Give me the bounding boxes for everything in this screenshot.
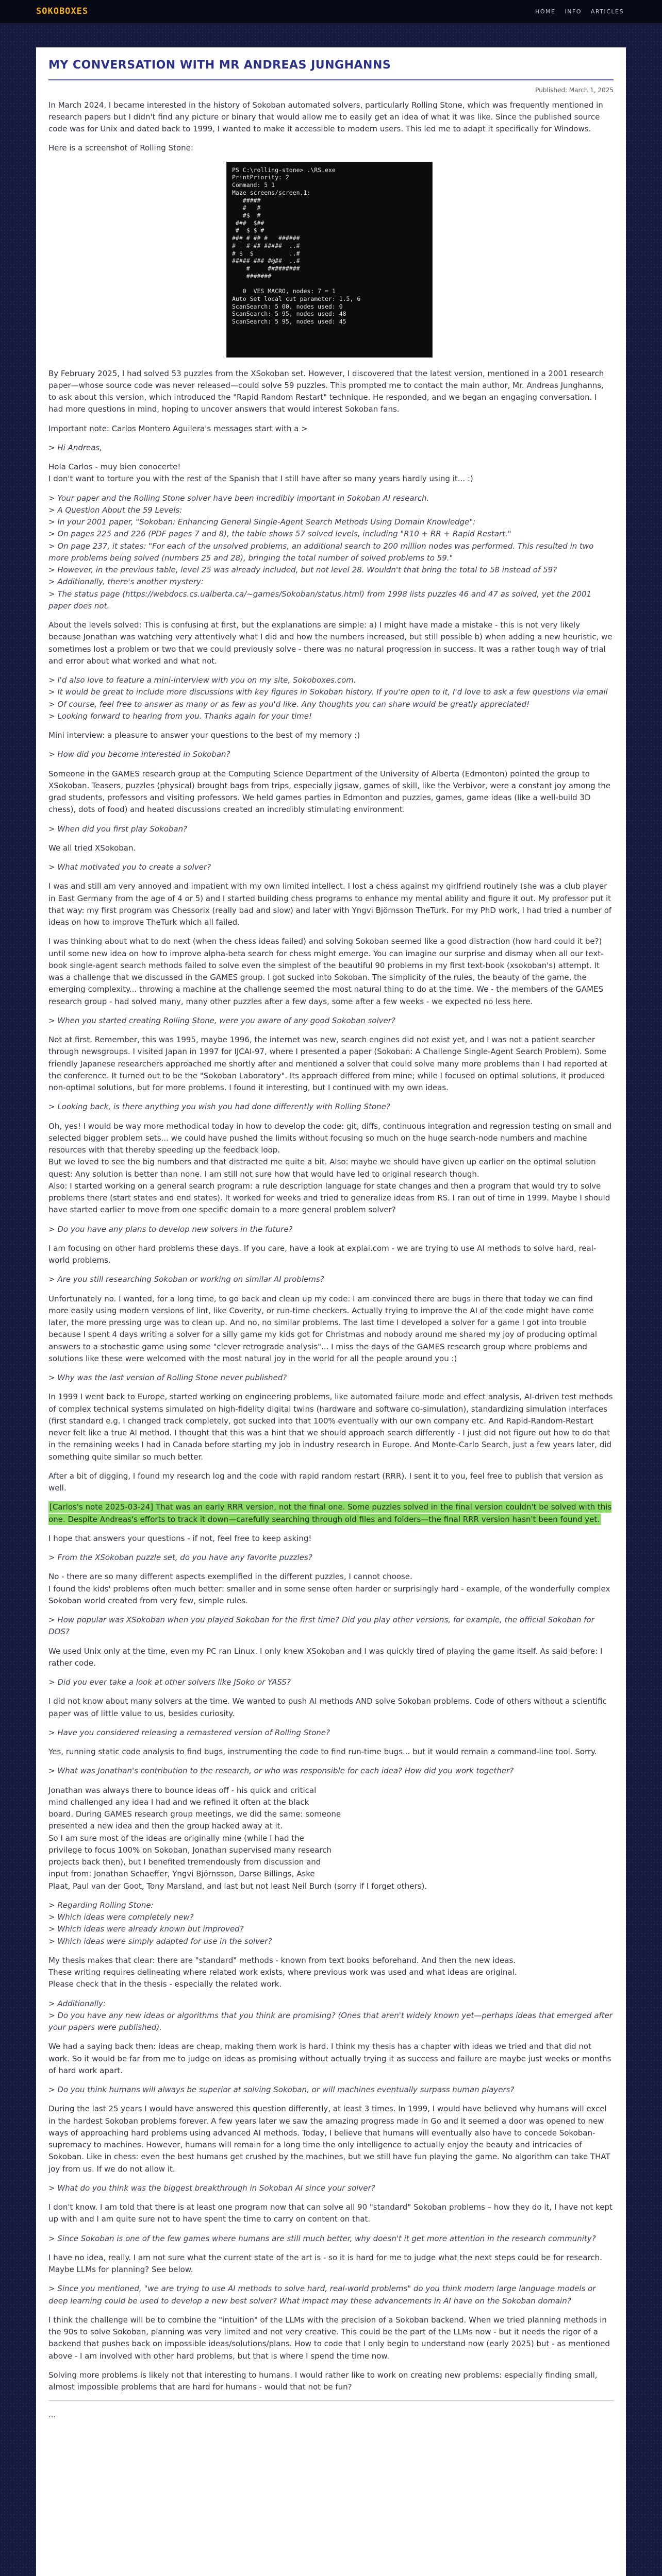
quoted-line: > On page 237, it states: "For each of the unsolved problems, an additional search to 200 million nodes was performed. This resulted in two more problems being solved (numbers 25 and 28), bringing the total number of solved problems to 59.": [48, 541, 594, 563]
interview-question: > Why was the last version of Rolling Stone never published?: [48, 1373, 287, 1383]
article-body: [48, 99, 614, 2421]
article-title: MY CONVERSATION WITH MR ANDREAS JUNGHANNS: [48, 57, 614, 80]
interview-question: > What was Jonathan's contribution to the research, or who was responsible for each idea? How did you work together?: [48, 1766, 514, 1776]
interview-question: > When did you first play Sokoban?: [48, 824, 188, 834]
nav-articles-link[interactable]: ARTICLES: [590, 8, 624, 15]
quoted-question-list: [48, 674, 614, 722]
paragraph: My thesis makes that clear: there are "standard" methods - known from text books beforehand. And then the new ideas. These writing requires delineating where related work exists, where previous work was used and what ideas are original. Please check that in the thesis - especially the related work.: [48, 1955, 517, 1989]
paragraph: After a bit of digging, I found my research log and the code with rapid random restart (RRR). I sent it to you, feel free to publish that version as well.: [48, 1471, 603, 1493]
interview-question: > Do you think humans will always be superior at solving Sokoban, or will machines eventually surpass human players?: [48, 2085, 515, 2095]
paragraph: During the last 25 years I would have answered this question differently, at least 3 times. In 1999, I would have believed why humans will excel in the hardest Sokoban problems forever. A few years later we saw the amazing progress made in Go and it seemed a door was opened to new ways of approaching hard problems using advanced AI methods. Today, I believe that humans will eventually also have to concede Sokoban-supremacy to machines. However, humans will remain for a long time the only intelligence to actually enjoy the beauty and intricacies of Sokoban. Like in chess: even the best humans get crushed by the machines, but we still have fun playing the game. No algorithm can take THAT joy from us. If we do not allow it.: [48, 2104, 610, 2174]
quoted-question-list: [48, 1998, 614, 2034]
interview-question: > What do you think was the biggest breakthrough in Sokoban AI since your solver?: [48, 2183, 375, 2193]
interview-question: > Since Sokoban is one of the few games where humans are still much better, why doesn't it get more attention in the research community?: [48, 2233, 596, 2243]
paragraph: Here is a screenshot of Rolling Stone:: [48, 143, 193, 153]
paragraph: Mini interview: a pleasure to answer your questions to the best of my memory :): [48, 731, 360, 740]
paragraph: Not at first. Remember, this was 1995, maybe 1996, the internet was new, search engines did not exist yet, and I was not a patient searcher through newsgroups. I visited Japan in 1997 for IJCAI-97, where I presented a paper (Sokoban: A Challenge Single-Agent Search Problem). Some friendly Japanese researchers approached me shortly after and mentioned a solver that could solve many more problems than I had reported at the conference. It turned out to be the "Sokoban Laboratory". Its approach differed from mine; while I focused on optimal solutions, it produced non-optimal solutions, but for more problems. I found it interesting, but I continued with my own ideas.: [48, 1035, 608, 1093]
quoted-line: > In your 2001 paper, "Sokoban: Enhancing General Single-Agent Search Methods Using Domain Knowledge":: [48, 517, 476, 527]
highlighted-note: [48, 1501, 614, 1526]
interview-question: > Are you still researching Sokoban or working on similar AI problems?: [48, 1275, 324, 1284]
quoted-line: > A Question About the 59 Levels:: [48, 505, 183, 515]
quoted-line: > Regarding Rolling Stone:: [48, 1900, 154, 1910]
interview-question: > What motivated you to create a solver?: [48, 862, 211, 872]
paragraph: Important note: Carlos Montero Aguilera's messages start with a >: [48, 423, 308, 433]
paragraph: We had a saying back then: ideas are cheap, making them work is hard. I think my thesis has a chapter with ideas we tried and that did not work. So it would be far from me to judge on ideas as promising without actually trying it as success and failure are maybe just weeks or months of hard work apart.: [48, 2042, 611, 2075]
quoted-line: > Which ideas were already known but improved?: [48, 1924, 244, 1934]
paragraph: Unfortunately no. I wanted, for a long time, to go back and clean up my code: I am convinced there are bugs in there that today we can find more easily using modern versions of lint, like Coverity, or run-time checkers. Actually trying to improve the AI of the code might have come later, the more pressing urge was to clean up. And no, no similar problems. The last time I developed a solver for a game I got into trouble because I spent 4 days writing a solver for a silly game my kids got for Christmas and nobody around me shared my joy of producing optimal answers to a stochastic game using some "clever retrograde analysis"... I miss the days of the GAMES research group where problems and solutions like these were welcomed with the most natural joy in the world for all the people around you :): [48, 1294, 597, 1363]
paragraph: We used Unix only at the time, even my PC ran Linux. I only knew XSokoban and I was quickly tired of playing the game itself. As said before: I rather code.: [48, 1646, 603, 1668]
interview-question: > When you started creating Rolling Stone, were you aware of any good Sokoban solver?: [48, 1015, 395, 1025]
site-logo[interactable]: SOKOBOXES: [36, 6, 89, 17]
interview-question: > Do you have any plans to develop new solvers in the future?: [48, 1224, 293, 1234]
top-navigation-bar: [0, 0, 662, 24]
interview-question: > Did you ever take a look at other solvers like JSoko or YASS?: [48, 1677, 291, 1687]
quoted-question-list: [48, 493, 614, 613]
quoted-line: > Additionally, there's another mystery:: [48, 577, 204, 587]
rolling-stone-screenshot: PS C:\rolling-stone> .\RS.exe PrintPriority: 2 Command: 5 1 Maze screens/screen.1: ##### # # #$ # ### $## # $ $ # ### # ## # ###### # # ## ##### ..# # $ $ ..# ##### ### #@## ..# # ######### ####### 0 VES MACRO, nodes: 7 = 1 Auto Set local cut parameter: 1.5, 6 ScanSearch: 5 00, nodes used: 0 ScanSearch: 5 95, nodes used: 48 ScanSearch: 5 95, nodes used: 45: [226, 162, 433, 358]
quoted-line: > Of course, feel free to answer as many or as few as you'd like. Any thoughts you can share would be greatly appreciated!: [48, 699, 529, 709]
quoted-line: > Do you have any new ideas or algorithms that you think are promising? (Ones that aren't widely known yet—perhaps ideas that emerged after your papers were published).: [48, 2010, 613, 2032]
paragraph: ...: [48, 2410, 56, 2420]
article-card: [36, 47, 626, 2576]
paragraph: In March 2024, I became interested in the history of Sokoban automated solvers, particularly Rolling Stone, which was frequently mentioned in research papers but I didn't find any picture or binary that would allow me to easily get an idea of what it was like. Since the published source code was for Unix and dated back to 1999, I wanted to make it accessible to modern users. This led me to adapt it specifically for Windows.: [48, 100, 603, 134]
paragraph: Jonathan was always there to bounce ideas off - his quick and critical mind challenged any idea I had and we refined it often at the black board. During GAMES research group meetings, we did the same: someone presented a new idea and then the group hacked away at it. So I am sure most of the ideas are originally mine (while I had the privilege to focus 100% on Sokoban, Jonathan supervised many research projects back then), but I benefited tremendously from discussion and input from: Jonathan Schaeffer, Yngvi Björnsson, Darse Billings, Aske Plaat, Paul van der Goot, Tony Marsland, and last but not least Neil Burch (sorry if I forget others).: [48, 1785, 427, 1891]
quoted-line: > The status page (https://webdocs.cs.ualberta.ca/~games/Sokoban/status.html) from 1998 lists puzzles 46 and 47 as solved, yet the 2001 paper does not.: [48, 589, 592, 611]
quoted-line: > I'd also love to feature a mini-interview with you on my site, Sokoboxes.com.: [48, 675, 356, 685]
paragraph: About the levels solved: This is confusing at first, but the explanations are simple: a) I might have made a mistake - this is not very likely because Jonathan was watching very attentively what I did and how the numbers increased, but still possible b) when adding a new heuristic, we sometimes lost a problem or two that we could previously solve - there was no natural progression in success. It was a rather tough way of trial and error about what worked and what not.: [48, 620, 613, 666]
highlight-text: [Carlos's note 2025-03-24] That was an early RRR version, not the final one. Some puzzles solved in the final version couldn't be solved with this one. Despite Andreas's efforts to track it down—carefully searching through old files and folders—the final RRR version hasn't been found yet.: [48, 1502, 612, 1524]
interview-question: > Looking back, is there anything you wish you had done differently with Rolling Stone?: [48, 1102, 390, 1112]
paragraph: Yes, running static code analysis to find bugs, instrumenting the code to find run-time bugs... but it would remain a command-line tool. Sorry.: [48, 1747, 597, 1757]
quoted-line: > On pages 225 and 226 (PDF pages 7 and 8), the table shows 57 solved levels, including "R10 + RR + Rapid Restart.": [48, 529, 511, 539]
paragraph: Someone in the GAMES research group at the Computing Science Department of the University of Alberta (Edmonton) pointed the group to XSokoban. Teasers, puzzles (physical) brought bags from trips, especially jigsaw, games of skill, like the Verbivor, were a constant joy among the grad students, professors and visiting professors. We held games parties in Edmonton and puzzles, games, game ideas (like a well-build 3D chess), dots of food) and heated discussions created an incredibly stimulating environment.: [48, 769, 611, 815]
paragraph: I think the challenge will be to combine the "intuition" of the LLMs with the precision of a Sokoban backend. When we tried planning methods in the 90s to solve Sokoban, planning was very limited and not very creative. This could be the part of the LLMs now - but it needs the rigor of a backend that pushes back on impossible ideas/solutions/plans. How to code that I only begin to understand now (early 2025) but - as mentioned above - I am involved with other hard problems, but that is where I spend the time now.: [48, 2315, 610, 2361]
interview-question: > How popular was XSokoban when you played Sokoban for the first time? Did you play other versions, for example, the official Sokoban for DOS?: [48, 1615, 594, 1637]
paragraph: I was and still am very annoyed and impatient with my own limited intellect. I lost a chess against my girlfriend routinely (she was a club player in East Germany from the age of 4 or 5) and I started building chess programs to enhance my mental ability and figure it out. My professor put it that way: my first program was Chessorix (really bad and slow) and later with Yngvi Björnsson TheTurk. For my PhD work, I had tried a number of ideas on how to improve TheTurk which all failed.: [48, 882, 612, 927]
paragraph: I am focusing on other hard problems these days. If you care, have a look at explai.com - we are trying to use AI methods to solve hard, real-world problems.: [48, 1243, 597, 1265]
quoted-question-list: [48, 1900, 614, 1947]
nav-home-link[interactable]: HOME: [535, 8, 556, 15]
published-date: Published: March 1, 2025: [535, 87, 614, 94]
main-nav: [535, 7, 624, 16]
interview-question: > Since you mentioned, "we are trying to use AI methods to solve hard, real-world problems" do you think modern large language models or deep learning could be used to develop a new best solver? What impact may these advancements in AI have on the Sokoban domain?: [48, 2284, 596, 2306]
quoted-line: > Your paper and the Rolling Stone solver have been incredibly important in Sokoban AI research.: [48, 493, 429, 503]
interview-question: > Have you considered releasing a remastered version of Rolling Stone?: [48, 1727, 330, 1737]
interview-question: > Hi Andreas,: [48, 443, 103, 452]
paragraph: Hola Carlos - muy bien conocerte! I don't want to torture you with the rest of the Spanish that I still have after so many years hardly using it... :): [48, 462, 473, 484]
nav-info-link[interactable]: INFO: [565, 8, 582, 15]
quoted-line: > However, in the previous table, level 25 was already included, but not level 28. Wouldn't that bring the total to 58 instead of 59?: [48, 565, 557, 575]
paragraph: By February 2025, I had solved 53 puzzles from the XSokoban set. However, I discovered that the latest version, mentioned in a 2001 research paper—whose source code was never released—could solve 59 puzzles. This prompted me to contact the main author, Mr. Andreas Junghanns, to ask about this version, which introduced the "Rapid Random Restart" technique. He responded, and we began an engaging conversation. I had more questions in mind, hoping to uncover answers that would interest Sokoban fans.: [48, 368, 604, 414]
interview-question: > From the XSokoban puzzle set, do you have any favorite puzzles?: [48, 1553, 312, 1563]
paragraph: In 1999 I went back to Europe, started working on engineering problems, like automated failure mode and effect analysis, AI-driven test methods of complex technical systems simulated on high-fidelity digital twins (hardware and software co-simulation), standardizing simulation interfaces (first standard e.g. I changed track completely, got sucked into that 100% eventually with our own company etc. And Rapid-Random-Restart never felt like a true AI method. I thought that this was a hint that we should approach search differently - I just did not figure out how to do that in the remaining weeks I had in Canada before starting my job in industry research in Europe. And Monte-Carlo Search, just a few years later, did something quite similar so much better.: [48, 1392, 613, 1462]
interview-question: > How did you become interested in Sokoban?: [48, 750, 230, 759]
paragraph: Oh, yes! I would be way more methodical today in how to develop the code: git, diffs, continuous integration and regression testing on small and selected bigger problem sets... we could have pushed the limits without focusing so much on the huge search-node numbers and machine resources with that thereby speeding up the feedback loop. But we loved to see the big numbers and that distracted me quite a bit. Also: maybe we should have given up earlier on the optimal solution quest: Any solution is better than none. I am still not sure how that would have led to original research though. Also: I started working on a general search program: a rule description language for state changes and then a program that would try to solve problems there (start states and end states). It worked for weeks and tried to generalize ideas from RS. I ran out of time in 1999. Maybe I should have started earlier to move from one specific domain to a more general problem solver?: [48, 1121, 612, 1215]
paragraph: No - there are so many different aspects exemplified in the different puzzles, I cannot choose. I found the kids' problems often much better: smaller and in some sense often harder or surprisingly hard - example, of the wonderfully complex Sokoban world created from very few, simple rules.: [48, 1572, 610, 1605]
paragraph: Solving more problems is likely not that interesting to humans. I would rather like to work on creating new problems: especially finding small, almost impossible problems that are hard for humans - would that not be fun?: [48, 2370, 598, 2392]
paragraph: I did not know about many solvers at the time. We wanted to push AI methods AND solve Sokoban problems. Code of others without a scientific paper was of little value to us, besides curiosity.: [48, 1697, 607, 1718]
paragraph: I have no idea, really. I am not sure what the current state of the art is - so it is hard for me to judge what the next steps could be for research. Maybe LLMs for planning? See below.: [48, 2252, 602, 2275]
quoted-line: > Additionally:: [48, 1998, 106, 2008]
quoted-line: > It would be great to include more discussions with key figures in Sokoban history. If you're open to it, I'd love to ask a few questions via email: [48, 687, 608, 697]
quoted-line: > Which ideas were completely new?: [48, 1912, 194, 1922]
paragraph: I hope that answers your questions - if not, feel free to keep asking!: [48, 1533, 312, 1543]
quoted-line: > Looking forward to hearing from you. Thanks again for your time!: [48, 711, 312, 721]
paragraph: I was thinking about what to do next (when the chess ideas failed) and solving Sokoban seemed like a good distraction (how hard could it be?) until some new idea on how to improve alpha-beta search for chess might emerge. You can imagine our surprise and dismay when all our text-book single-agent search methods failed to solve even the simplest of the beautiful 90 problems in my first text-book (xsokoban's) attempt. It was a challenge that we discussed in the GAMES group. I got sucked into Sokoban. The simplicity of the rules, the beauty of the game, the emerging complexity... throwing a machine at the challenge seemed the most natural thing to do at the time. We - the members of the GAMES research group - had solved many, many other puzzles after a few days, some after a few weeks - we expected no less here.: [48, 937, 604, 1006]
divider: [48, 2400, 614, 2401]
paragraph: We all tried XSokoban.: [48, 843, 136, 853]
quoted-line: > Which ideas were simply adapted for use in the solver?: [48, 1936, 272, 1946]
paragraph: I don't know. I am told that there is at least one program now that can solve all 90 "standard" Sokoban problems – how they do it, I have not kept up with and I am quite sure not to have spent the time to carry on content on that.: [48, 2202, 613, 2224]
